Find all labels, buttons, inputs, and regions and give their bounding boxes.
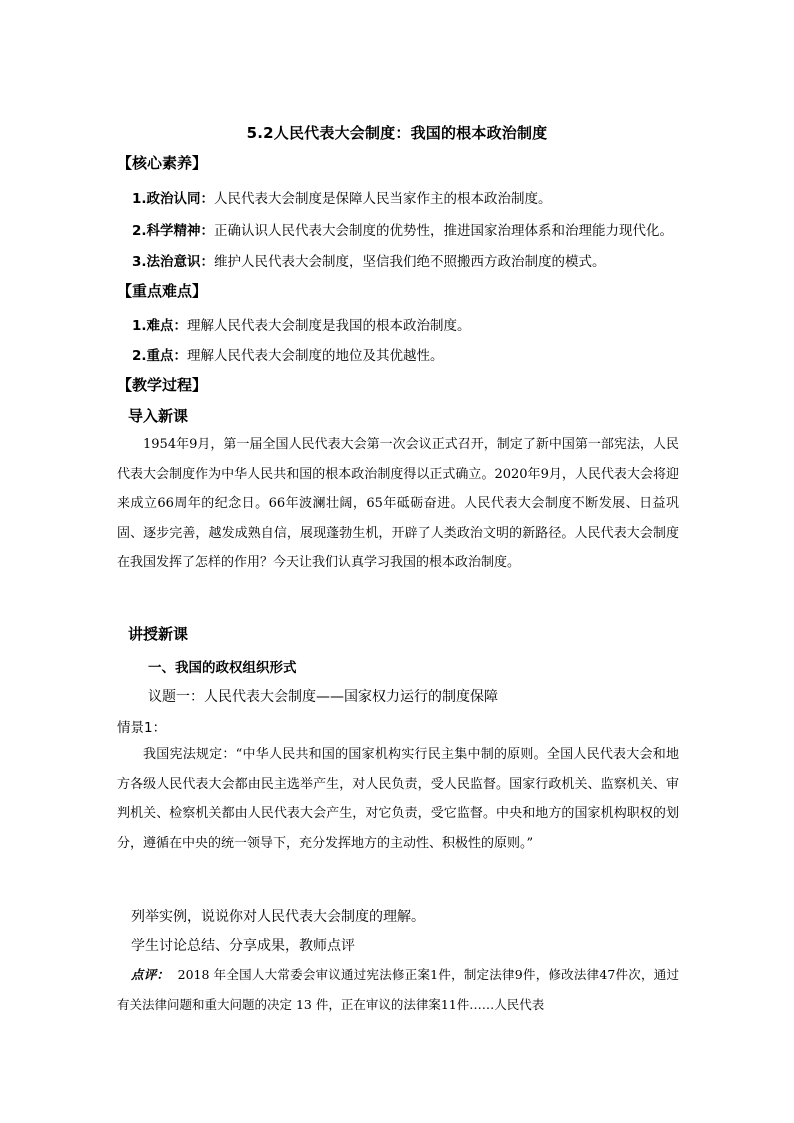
key-points-heading: 【重点难点】 — [117, 282, 208, 300]
document-title: 5.2人民代表大会制度：我国的根本政治制度 — [246, 124, 548, 142]
scenario-label: 情景1： — [117, 720, 167, 736]
core-item-text: 正确认识人民代表大会制度的优势性，推进国家治理体系和治理能力现代化。 — [214, 223, 674, 239]
core-item-label: 2.科学精神： — [132, 223, 215, 239]
core-item-label: 3.法治意识： — [132, 254, 215, 270]
topic-heading: 议题一：人民代表大会制度——国家权力运行的制度保障 — [148, 689, 498, 705]
core-item-label: 1.政治认同： — [132, 191, 215, 207]
comment-label: 点评： — [131, 967, 170, 982]
key-item-text: 理解人民代表大会制度的地位及其优越性。 — [187, 348, 444, 364]
core-item-text: 人民代表大会制度是保障人民当家作主的根本政治制度。 — [214, 191, 552, 207]
core-literacy-heading: 【核心素养】 — [117, 154, 208, 172]
core-item-3 — [132, 250, 606, 270]
lecture-heading: 讲授新课 — [128, 625, 189, 643]
core-item-text: 维护人民代表大会制度，坚信我们绝不照搬西方政治制度的模式。 — [214, 254, 606, 270]
key-item-label: 1.难点： — [132, 318, 188, 334]
key-item-text: 理解人民代表大会制度是我国的根本政治制度。 — [187, 318, 471, 334]
process-heading: 【教学过程】 — [117, 376, 208, 394]
section-heading: 一、我国的政权组织形式 — [148, 660, 297, 676]
discussion-note: 学生讨论总结、分享成果，教师点评 — [131, 938, 355, 954]
comment-text: 2018 年全国人大常委会审议通过宪法修正案1件，制定法律9件，修改法律47件次，通过有关法律问题和重大问题的决定 13 件，正在审议的法律案11件……人民代表 — [117, 967, 679, 1012]
key-item-label: 2.重点： — [132, 348, 188, 364]
comment-paragraph — [117, 960, 679, 1019]
key-item-2 — [132, 344, 444, 364]
core-item-1 — [132, 187, 552, 207]
task-prompt: 列举实例，说说你对人民代表大会制度的理解。 — [131, 909, 425, 925]
intro-paragraph: 1954年9月，第一届全国人民代表大会第一次会议正式召开，制定了新中国第一部宪法，人民代表大会制度作为中华人民共和国的根本政治制度得以正式确立。2020年9月，人民代表大会将迎来成立66周年的纪念日。66年波澜壮阔，65年砥砺奋进。人民代表大会制度不断发展、日益巩固、逐步完善，越发成熟自信，展现蓬勃生机，开辟了人类政治文明的新路径。人民代表大会制度在我国发挥了怎样的作用？今天让我们认真学习我国的根本政治制度。 — [117, 437, 679, 570]
core-item-2 — [132, 219, 673, 239]
intro-heading: 导入新课 — [128, 407, 189, 425]
constitution-quote: 我国宪法规定：“中华人民共和国的国家机构实行民主集中制的原则。全国人民代表大会和地方各级人民代表大会都由民主选举产生，对人民负责，受人民监督。国家行政机关、监察机关、审判机关、检察机关都由人民代表大会产生，对它负责，受它监督。中央和地方的国家机构职权的划分，遵循在中央的统一领导下，充分发挥地方的主动性、积极性的原则。” — [117, 747, 679, 851]
key-item-1 — [132, 314, 471, 334]
